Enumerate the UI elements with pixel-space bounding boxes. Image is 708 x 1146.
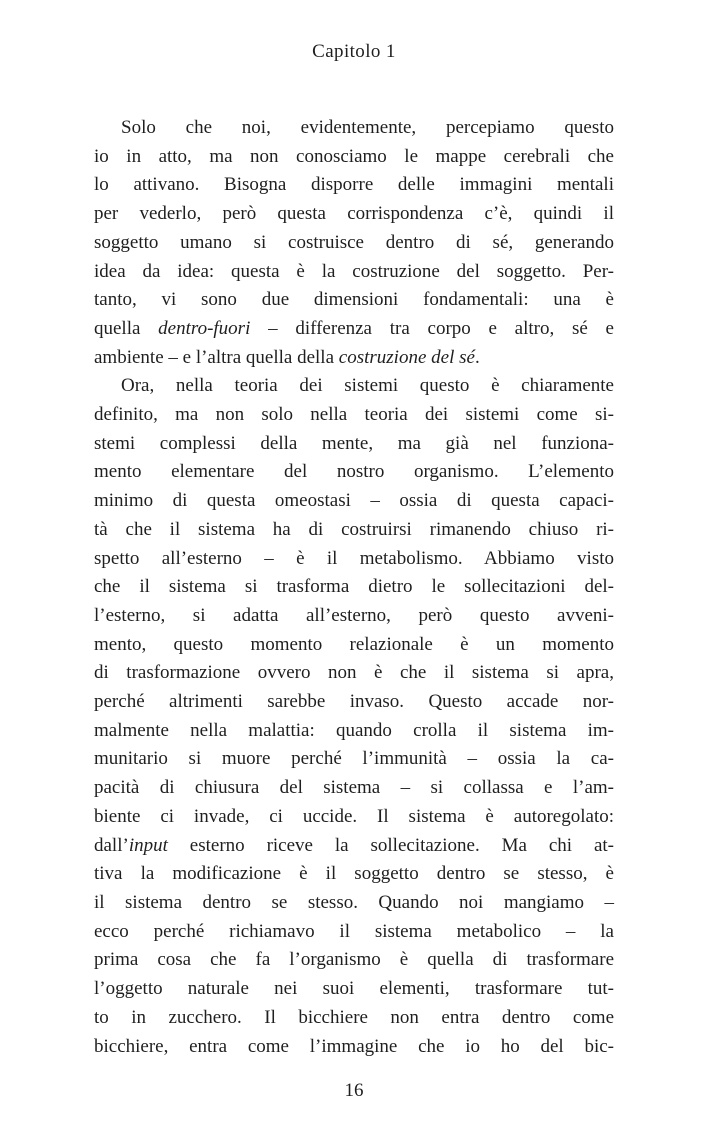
- text-run: quella: [94, 317, 159, 339]
- text-run: prima cosa che fa l’organismo è quella di trasformare: [94, 949, 614, 971]
- italic-text-run: input: [128, 834, 168, 856]
- text-line: [94, 229, 614, 258]
- text-run: spetto all’esterno – è il metabolismo. Abbiamo visto: [94, 547, 614, 569]
- text-run: ecco perché richiamavo il sistema metabolico – la: [94, 920, 614, 942]
- text-run: che il sistema si trasforma dietro le sollecitazioni del-: [94, 576, 614, 598]
- text-line: [94, 258, 614, 287]
- text-run: mento, questo momento relazionale è un momento: [94, 633, 614, 655]
- text-run: perché altrimenti sarebbe invaso. Questo accade nor-: [94, 691, 614, 713]
- text-line: [94, 975, 614, 1004]
- text-line: [94, 918, 614, 947]
- text-run: Solo che noi, evidentemente, percepiamo questo: [121, 117, 614, 138]
- text-line: [94, 889, 614, 918]
- text-run: esterno riceve la sollecitazione. Ma chi at-: [167, 834, 614, 856]
- text-run: tanto, vi sono due dimensioni fondamentali: una è: [94, 289, 614, 311]
- text-run: – differenza tra corpo e altro, sé e: [250, 317, 614, 339]
- text-line: [94, 401, 614, 430]
- text-run: .: [474, 346, 480, 368]
- text-run: bicchiere, entra come l’immagine che io ho del bic-: [94, 1035, 614, 1057]
- text-line: [94, 516, 614, 545]
- text-run: dall’: [94, 834, 129, 856]
- text-line: [94, 803, 614, 832]
- text-run: pacità di chiusura del sistema – si collassa e l’am-: [94, 777, 614, 799]
- text-line: [94, 860, 614, 889]
- text-line: [94, 631, 614, 660]
- text-run: stemi complessi della mente, ma già nel funziona-: [94, 432, 614, 454]
- text-run: di trasformazione ovvero non è che il sistema si apra,: [94, 662, 614, 684]
- text-run: tiva la modificazione è il soggetto dentro se stesso, è: [94, 863, 614, 885]
- text-run: biente ci invade, ci uccide. Il sistema è autoregolato:: [94, 805, 614, 827]
- italic-text-run: dentro-fuori: [158, 317, 251, 339]
- text-line: [94, 688, 614, 717]
- text-run: lo attivano. Bisogna disporre delle immagini mentali: [94, 174, 614, 196]
- text-line: [94, 344, 614, 373]
- text-line: [94, 114, 614, 143]
- text-line: [94, 745, 614, 774]
- text-run: io in atto, ma non conosciamo le mappe cerebrali che: [94, 145, 614, 167]
- text-run: il sistema dentro se stesso. Quando noi mangiamo –: [94, 891, 614, 913]
- text-run: l’oggetto naturale nei suoi elementi, trasformare tut-: [94, 978, 614, 1000]
- text-line: [94, 946, 614, 975]
- text-run: l’esterno, si adatta all’esterno, però questo avveni-: [94, 604, 614, 626]
- text-run: idea da idea: questa è la costruzione del soggetto. Per-: [94, 260, 614, 282]
- text-run: per vederlo, però questa corrispondenza c’è, quindi il: [94, 203, 614, 225]
- italic-text-run: costruzione del sé: [338, 346, 475, 368]
- text-line: [94, 458, 614, 487]
- text-run: to in zucchero. Il bicchiere non entra dentro come: [94, 1006, 614, 1028]
- text-run: soggetto umano si costruisce dentro di sé, generando: [94, 231, 614, 253]
- text-line: [94, 1033, 614, 1062]
- text-run: munitario si muore perché l’immunità – ossia la ca-: [94, 748, 614, 770]
- page-number: 16: [344, 1080, 364, 1102]
- text-line: [94, 573, 614, 602]
- text-line: [94, 487, 614, 516]
- text-line: [94, 774, 614, 803]
- text-run: definito, ma non solo nella teoria dei sistemi come si-: [94, 404, 614, 426]
- text-line: [94, 602, 614, 631]
- text-run: tà che il sistema ha di costruirsi rimanendo chiuso ri-: [94, 518, 614, 540]
- paragraph: [94, 372, 614, 1061]
- text-run: malmente nella malattia: quando crolla il sistema im-: [94, 719, 614, 741]
- text-line: [94, 171, 614, 200]
- text-line: [94, 200, 614, 229]
- text-line: [94, 1004, 614, 1033]
- text-line: [94, 832, 614, 861]
- text-line: [94, 143, 614, 172]
- text-run: minimo di questa omeostasi – ossia di questa capaci-: [94, 490, 614, 512]
- text-block: [94, 114, 614, 1061]
- text-run: mento elementare del nostro organismo. L’elemento: [94, 461, 614, 483]
- chapter-header: Capitolo 1: [312, 41, 396, 62]
- text-run: Ora, nella teoria dei sistemi questo è chiaramente: [121, 375, 614, 397]
- text-line: [94, 315, 614, 344]
- text-line: [94, 372, 614, 401]
- text-run: ambiente – e l’altra quella della: [94, 346, 339, 368]
- paragraph: [94, 114, 614, 372]
- text-line: [94, 430, 614, 459]
- text-line: [94, 717, 614, 746]
- text-line: [94, 286, 614, 315]
- text-line: [94, 545, 614, 574]
- text-line: [94, 659, 614, 688]
